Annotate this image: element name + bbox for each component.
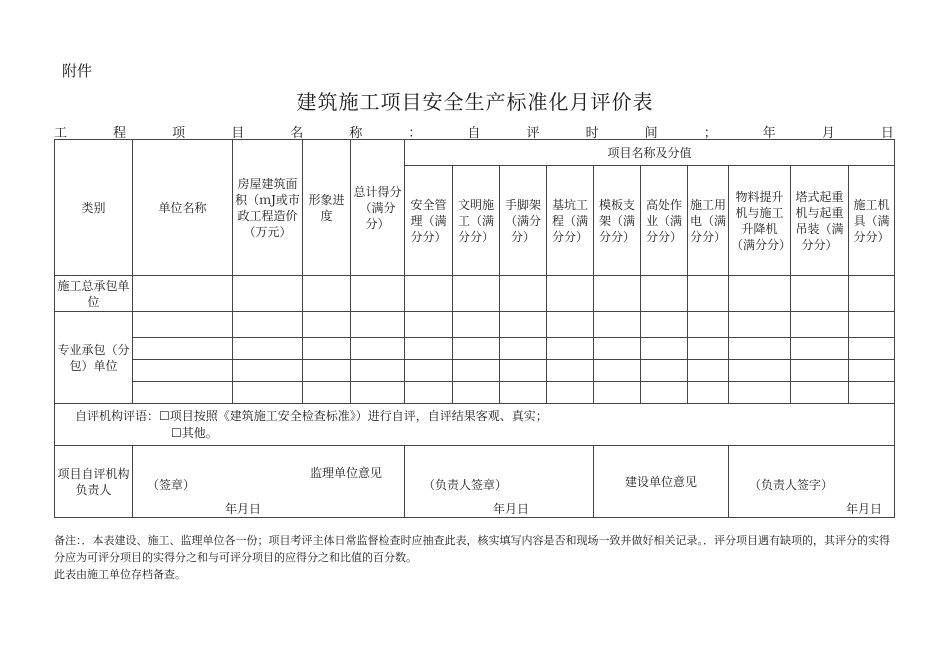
header-char: 目	[231, 126, 245, 141]
col-item-text: 塔式起重机与起重吊装（满分分）	[795, 189, 844, 252]
col-item-text: 基坑工程（满分分）	[551, 197, 588, 244]
table-cell[interactable]	[791, 360, 849, 382]
table-cell[interactable]	[233, 360, 303, 382]
table-cell[interactable]	[133, 276, 233, 312]
header-char: 间	[644, 126, 658, 141]
table-cell[interactable]	[303, 276, 351, 312]
table-cell[interactable]	[688, 382, 729, 404]
table-cell[interactable]	[688, 312, 729, 338]
table-cell[interactable]	[688, 276, 729, 312]
col-item	[453, 166, 500, 276]
header-char: ：	[408, 126, 422, 141]
supervision-opinion-label: 监理单位意见	[309, 465, 382, 480]
col-unit-name: 单位名称	[133, 140, 233, 276]
col-group: 项目名称及分值	[405, 140, 895, 166]
table-cell[interactable]	[233, 338, 303, 360]
table-cell[interactable]	[453, 382, 500, 404]
date-label: 年月日	[225, 501, 262, 516]
col-total	[351, 140, 405, 276]
header-char: 程	[113, 126, 127, 141]
comment-line-1	[75, 408, 894, 425]
table-cell[interactable]	[303, 312, 351, 338]
table-cell[interactable]	[791, 338, 849, 360]
col-progress	[303, 140, 351, 276]
col-total-text: 总计得分（满分分）	[353, 184, 402, 231]
col-progress-text: 形象进度	[308, 192, 345, 223]
table-cell[interactable]	[405, 382, 453, 404]
header-char: 日	[880, 126, 894, 141]
table-cell[interactable]	[133, 338, 233, 360]
note-line-2: 此表由施工单位存档备查。	[54, 568, 186, 581]
comment-option-1: 项目按照《建筑施工安全检查标准》）进行自评，自评结果客观、真实；	[169, 409, 548, 423]
table-cell[interactable]	[688, 360, 729, 382]
table-cell[interactable]	[594, 338, 641, 360]
supervision-sign-label: （负责人签章）	[423, 477, 508, 492]
table-cell[interactable]	[547, 360, 594, 382]
table-cell[interactable]	[133, 360, 233, 382]
col-item	[641, 166, 688, 276]
table-cell[interactable]	[547, 276, 594, 312]
table-cell[interactable]	[233, 312, 303, 338]
col-area-text: 房屋建筑面积（ｍJ或市政工程造价（万元）	[235, 176, 300, 239]
table-cell[interactable]	[849, 360, 895, 382]
header-char: 自	[467, 126, 481, 141]
sign-cell-seal[interactable]	[133, 446, 405, 518]
note-line-1: 备注：．本表建设、施工、监理单位各一份；项目考评主体日常监督检查时应抽查此表，核实填写内容是否和现场一致并做好相关记录。．评分项目遇有缺项的，其评分的实得分应为可评分项目的实得分之和与可评分项目的应得分之和比值的百分数。	[54, 534, 890, 564]
col-item-text: 施工机具（满分分）	[853, 197, 890, 244]
col-item	[500, 166, 547, 276]
date-label: 年月日	[846, 501, 883, 516]
table-cell[interactable]	[849, 338, 895, 360]
table-cell[interactable]	[547, 338, 594, 360]
checkbox-icon[interactable]	[171, 426, 182, 440]
col-item-text: 物料提升机与施工升降机（满分分）	[731, 189, 792, 252]
col-area	[233, 140, 303, 276]
col-item	[729, 166, 791, 276]
table-cell[interactable]	[500, 382, 547, 404]
row-general-contractor	[55, 276, 133, 312]
header-char: 年	[762, 126, 776, 141]
table-cell[interactable]	[594, 312, 641, 338]
col-item-text: 文明施工（满分分）	[457, 197, 494, 244]
table-cell[interactable]	[641, 382, 688, 404]
table-cell[interactable]	[233, 382, 303, 404]
construction-sign-label: （负责人签字）	[749, 477, 834, 492]
row-sub-contractor-text: 专业承包（分包）单位	[57, 342, 130, 373]
table-cell[interactable]	[133, 382, 233, 404]
table-cell[interactable]	[791, 382, 849, 404]
construction-opinion-label: 建设单位意见	[624, 474, 697, 489]
table-cell[interactable]	[500, 338, 547, 360]
table-cell[interactable]	[849, 312, 895, 338]
table-cell[interactable]	[351, 312, 405, 338]
table-cell[interactable]	[547, 382, 594, 404]
table-cell[interactable]	[351, 382, 405, 404]
col-item-text: 安全管理（满分分）	[410, 197, 447, 244]
evaluation-table	[54, 139, 895, 518]
header-char: 称	[349, 126, 363, 141]
comment-option-2: 其他。	[181, 426, 218, 440]
table-cell[interactable]	[594, 276, 641, 312]
table-cell[interactable]	[641, 276, 688, 312]
table-cell[interactable]	[133, 312, 233, 338]
sign-cell-self-lead	[55, 446, 133, 518]
col-category: 类别	[55, 140, 133, 276]
table-cell[interactable]	[729, 360, 791, 382]
header-char: 月	[821, 126, 835, 141]
header-char: 评	[526, 126, 540, 141]
table-cell[interactable]	[641, 338, 688, 360]
table-cell[interactable]	[729, 338, 791, 360]
col-item	[688, 166, 729, 276]
table-cell[interactable]	[405, 312, 453, 338]
table-cell[interactable]	[849, 382, 895, 404]
page-title: 建筑施工项目安全生产标准化月评价表	[296, 90, 654, 114]
comment-label: 自评机构评语：	[75, 409, 160, 423]
col-item-text: 施工用电（满分分）	[690, 197, 727, 244]
table-cell[interactable]	[453, 276, 500, 312]
table-cell[interactable]	[849, 276, 895, 312]
attachment-label: 附件	[62, 62, 93, 80]
table-cell[interactable]	[729, 312, 791, 338]
table-cell[interactable]	[641, 360, 688, 382]
table-cell[interactable]	[791, 312, 849, 338]
header-char: 工	[54, 126, 68, 141]
col-item	[791, 166, 849, 276]
col-item-text: 高处作业（满分分）	[645, 197, 682, 244]
col-item-text: 手脚架（满分分）	[504, 197, 541, 244]
table-cell[interactable]	[500, 312, 547, 338]
sign-cell-supervision[interactable]	[405, 446, 594, 518]
header-char: 项	[172, 126, 186, 141]
table-cell[interactable]	[351, 338, 405, 360]
table-cell[interactable]	[233, 276, 303, 312]
table-cell[interactable]	[791, 276, 849, 312]
table-cell[interactable]	[594, 382, 641, 404]
row-sub-contractor	[55, 312, 133, 404]
header-char: 名	[290, 126, 304, 141]
comment-row	[55, 404, 895, 446]
notes	[54, 532, 899, 583]
self-eval-lead-label: 项目自评机构负责人	[57, 466, 130, 497]
table-cell[interactable]	[303, 382, 351, 404]
table-cell[interactable]	[547, 312, 594, 338]
col-item	[405, 166, 453, 276]
table-cell[interactable]	[500, 276, 547, 312]
comment-line-2	[75, 425, 894, 442]
table-cell[interactable]	[453, 360, 500, 382]
col-item	[849, 166, 895, 276]
sign-cell-construction[interactable]	[729, 446, 895, 518]
sign-cell-construction-label	[594, 446, 729, 518]
table-cell[interactable]	[729, 382, 791, 404]
col-item	[547, 166, 594, 276]
date-label: 年月日	[493, 501, 530, 516]
header-char: 时	[585, 126, 599, 141]
table-cell[interactable]	[303, 338, 351, 360]
table-cell[interactable]	[641, 312, 688, 338]
table-cell[interactable]	[351, 360, 405, 382]
table-cell[interactable]	[405, 360, 453, 382]
table-cell[interactable]	[453, 338, 500, 360]
col-item	[594, 166, 641, 276]
checkbox-icon[interactable]	[159, 409, 170, 423]
table-cell[interactable]	[351, 276, 405, 312]
col-item-text: 模板支架（满分分）	[598, 197, 635, 244]
table-cell[interactable]	[688, 338, 729, 360]
table-cell[interactable]	[453, 312, 500, 338]
table-cell[interactable]	[405, 338, 453, 360]
row-general-contractor-text: 施工总承包单位	[57, 278, 130, 309]
table-cell[interactable]	[594, 360, 641, 382]
table-cell[interactable]	[500, 360, 547, 382]
seal-label: （签章）	[147, 477, 196, 492]
table-cell[interactable]	[303, 360, 351, 382]
header-char: ；	[703, 126, 717, 141]
table-cell[interactable]	[729, 276, 791, 312]
table-cell[interactable]	[405, 276, 453, 312]
